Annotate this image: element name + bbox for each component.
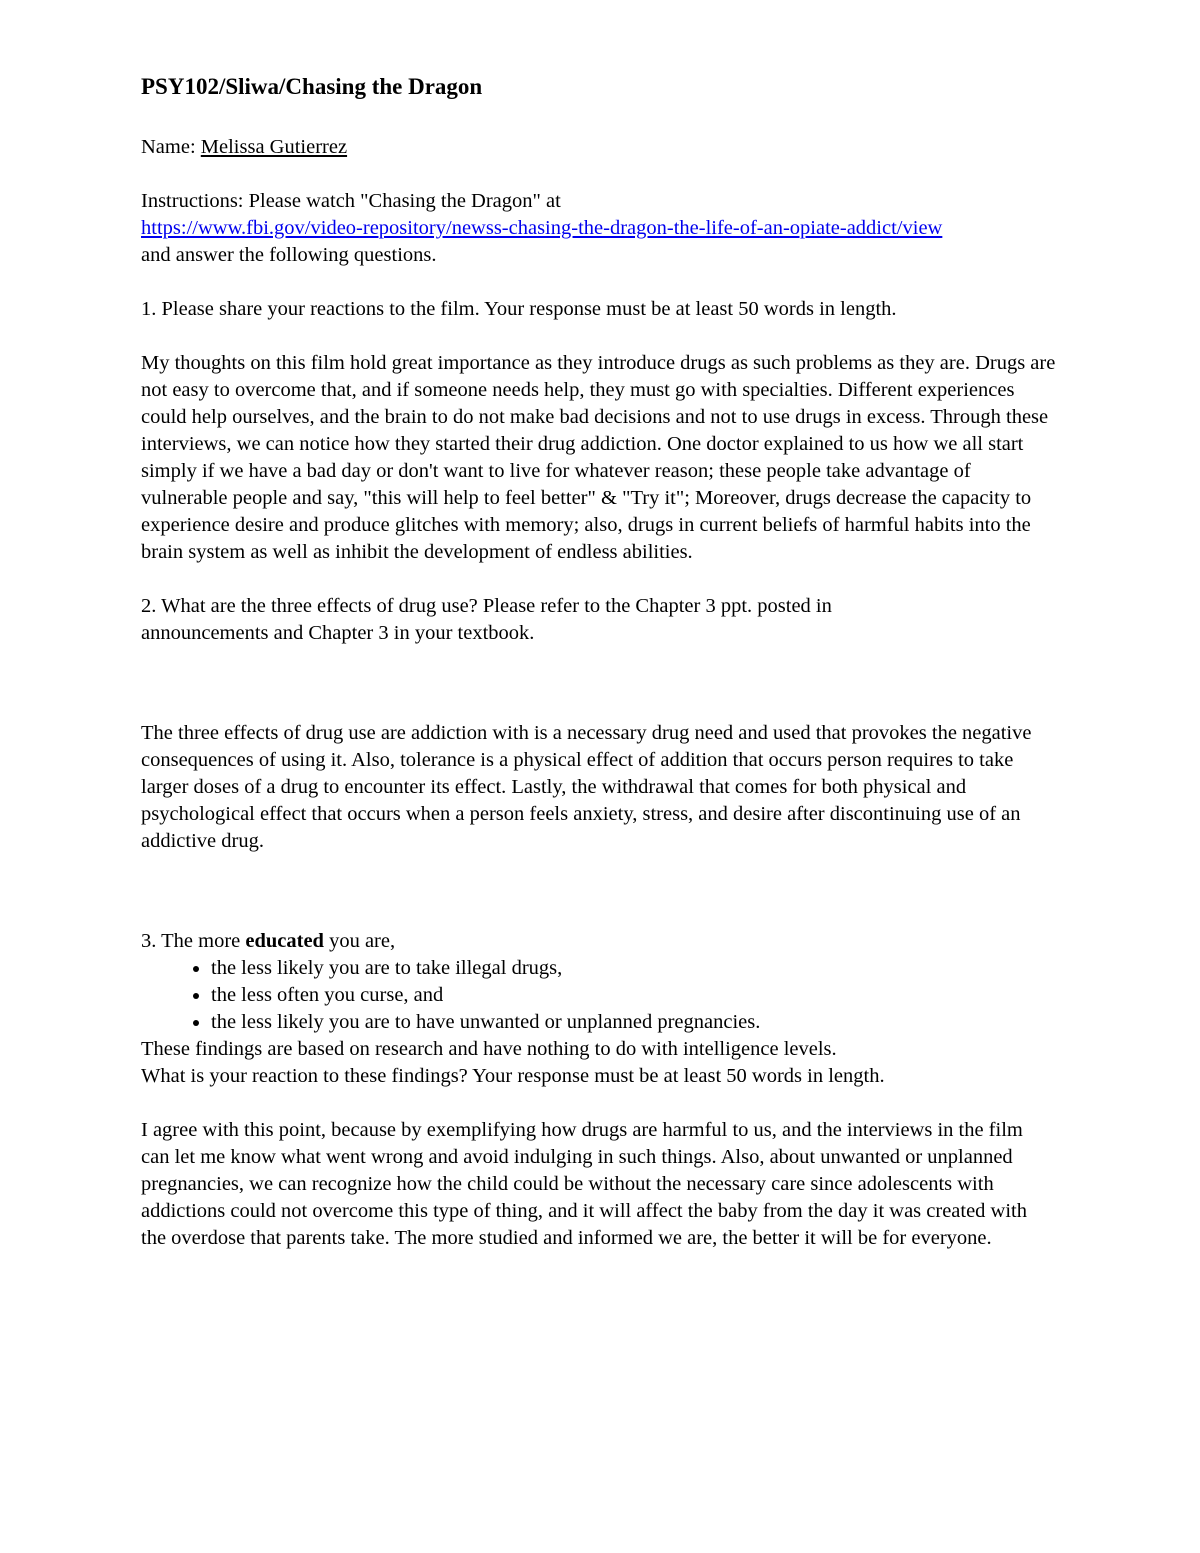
question-3-bold: educated [245,930,324,952]
question-3-bullet-list [141,955,1061,1036]
question-2: 2. What are the three effects of drug use? Please refer to the Chapter 3 ppt. posted in announcements and Chapter 3 in your textbook. [141,595,832,644]
name-value: Melissa Gutierrez [200,136,348,158]
list-item: • the less likely you are to have unwanted or unplanned pregnancies. [211,1009,1061,1036]
question-1: 1. Please share your reactions to the film. Your response must be at least 50 words in length. [141,298,897,320]
question-3-intro [141,928,1061,955]
video-link[interactable]: https://www.fbi.gov/video-repository/newss-chasing-the-dragon-the-life-of-an-opiate-addict/view [141,217,943,239]
list-item: • the less often you curse, and [211,982,1061,1009]
question-3-note-1: These findings are based on research and have nothing to do with intelligence levels. [141,1038,837,1060]
question-3-suffix: you are, [323,930,396,952]
answer-3: I agree with this point, because by exemplifying how drugs are harmful to us, and the interviews in the film can let me know what went wrong and avoid indulging in such things. Also, about unwanted or unplanned pregnancies, we can recognize how the child could be without the necessary care since adolescents with addictions could not overcome this type of thing, and it will affect the baby from the day it was created with the overdose that parents take. The more studied and informed we are, the better it will be for everyone. [141,1119,1028,1249]
answer-2: The three effects of drug use are addiction with is a necessary drug need and used that provokes the negative consequences of using it. Also, tolerance is a physical effect of addition that occurs person requires to take larger doses of a drug to encounter its effect. Lastly, the withdrawal that comes for both physical and psychological effect that occurs when a person feels anxiety, stress, and desire after discontinuing use of an addictive drug. [141,722,1032,852]
instructions-followup: and answer the following questions. [141,244,437,266]
instructions-line: Instructions: Please watch "Chasing the Dragon" at [141,190,561,212]
question-3-note-2: What is your reaction to these findings? Your response must be at least 50 words in length. [141,1065,885,1087]
answer-1: My thoughts on this film hold great importance as they introduce drugs as such problems as they are. Drugs are not easy to overcome that, and if someone needs help, they must go with specialties. Different experiences could help ourselves, and the brain to do not make bad decisions and not to use drugs in excess. Through these interviews, we can notice how they started their drug addiction. One doctor explained to us how we all start simply if we have a bad day or don't want to live for whatever reason; these people take advantage of vulnerable people and say, "this will help to feel better" & "Try it"; Moreover, drugs decrease the capacity to experience desire and produce glitches with memory; also, drugs in current beliefs of harmful habits into the brain system as well as inhibit the development of endless abilities. [141,352,1056,563]
name-line [141,134,1061,161]
name-label: Name: [141,136,196,158]
question-3-prefix: 3. The more [141,930,246,952]
list-item: • the less likely you are to take illegal drugs, [211,955,1061,982]
document-title: PSY102/Sliwa/Chasing the Dragon [141,74,483,99]
document-page [141,72,1061,1252]
